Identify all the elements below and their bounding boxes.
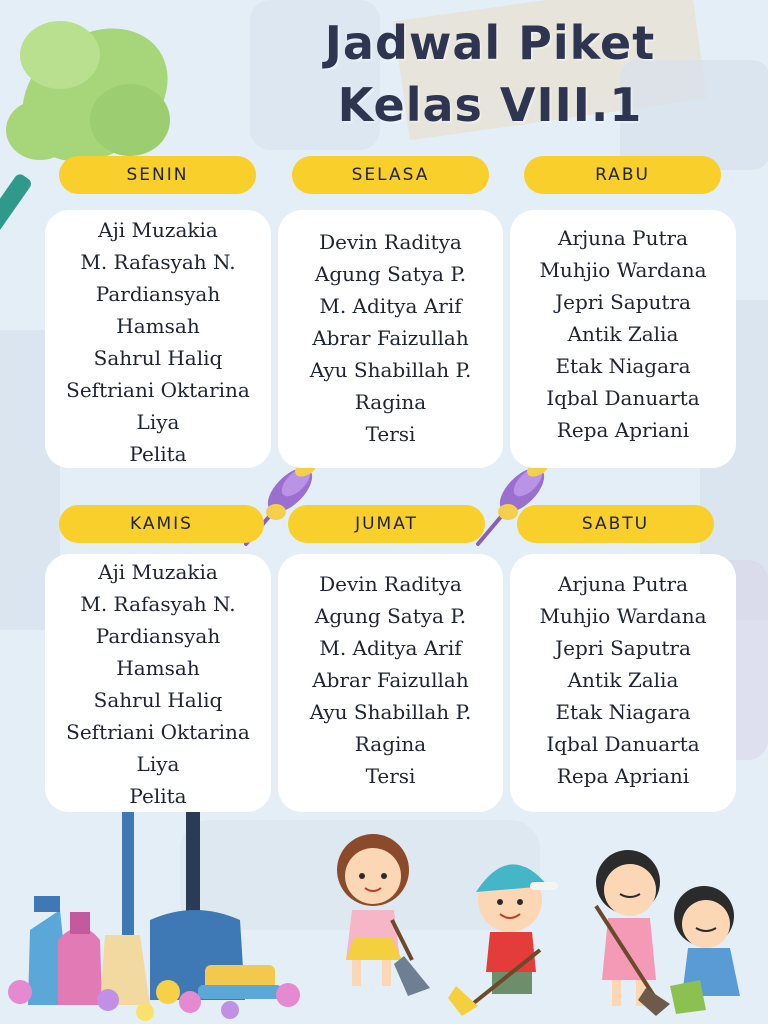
name-list xyxy=(45,556,271,812)
list-item: Etak Niagara xyxy=(555,354,691,378)
list-item: Pelita xyxy=(129,784,187,808)
list-item: Devin Raditya xyxy=(319,230,462,254)
list-item: Sahrul Haliq xyxy=(93,346,223,370)
name-list xyxy=(278,568,503,792)
girl-sweeping-icon xyxy=(337,834,430,996)
list-item: Pardiansyah xyxy=(95,624,221,648)
list-item: Ayu Shabillah P. xyxy=(309,358,472,382)
name-list xyxy=(510,222,736,446)
name-list xyxy=(45,214,271,470)
list-item: Jepri Saputra xyxy=(555,290,691,314)
list-item: Agung Satya P. xyxy=(314,604,467,628)
list-item: Abrar Faizullah xyxy=(312,326,469,350)
day-label-rabu: RABU xyxy=(524,156,721,194)
list-item: Pelita xyxy=(129,442,187,466)
list-item: Tersi xyxy=(365,422,416,446)
name-list xyxy=(510,568,736,792)
schedule-card-rabu xyxy=(510,210,736,468)
day-label-kamis: KAMIS xyxy=(59,505,264,543)
list-item: Seftriani Oktarina xyxy=(66,720,250,744)
list-item: Sahrul Haliq xyxy=(93,688,223,712)
list-item: Tersi xyxy=(365,764,416,788)
list-item: Ayu Shabillah P. xyxy=(309,700,472,724)
list-item: Aji Muzakia xyxy=(98,560,218,584)
boy-dustpan-icon xyxy=(670,886,740,1014)
title-line-1: Jadwal Piket xyxy=(324,16,656,70)
day-label-sabtu: SABTU xyxy=(517,505,714,543)
list-item: Antik Zalia xyxy=(567,322,679,346)
list-item: Iqbal Danuarta xyxy=(546,732,700,756)
title-line-2: Kelas VIII.1 xyxy=(337,78,643,132)
page-title xyxy=(230,12,750,136)
kids-cleaning-illustration xyxy=(0,810,768,1024)
schedule-card-jumat xyxy=(278,554,503,812)
list-item: Liya xyxy=(136,752,180,776)
list-item: Muhjio Wardana xyxy=(539,604,707,628)
list-item: Devin Raditya xyxy=(319,572,462,596)
list-item: Antik Zalia xyxy=(567,668,679,692)
list-item: Iqbal Danuarta xyxy=(546,386,700,410)
list-item: Ragina xyxy=(354,732,427,756)
list-item: Pardiansyah xyxy=(95,282,221,306)
name-list xyxy=(278,226,503,450)
schedule-card-selasa xyxy=(278,210,503,468)
list-item: Agung Satya P. xyxy=(314,262,467,286)
list-item: Jepri Saputra xyxy=(555,636,691,660)
schedule-card-senin xyxy=(45,210,271,468)
day-label-jumat: JUMAT xyxy=(288,505,485,543)
list-item: Repa Apriani xyxy=(556,418,690,442)
girl-broom-icon xyxy=(596,850,670,1016)
list-item: Seftriani Oktarina xyxy=(66,378,250,402)
list-item: Hamsah xyxy=(116,314,200,338)
list-item: Arjuna Putra xyxy=(557,572,689,596)
schedule-card-kamis xyxy=(45,554,271,812)
list-item: M. Aditya Arif xyxy=(319,636,462,660)
list-item: Muhjio Wardana xyxy=(539,258,707,282)
list-item: M. Rafasyah N. xyxy=(80,250,236,274)
list-item: Liya xyxy=(136,410,180,434)
list-item: Repa Apriani xyxy=(556,764,690,788)
list-item: Hamsah xyxy=(116,656,200,680)
list-item: Ragina xyxy=(354,390,427,414)
list-item: Etak Niagara xyxy=(555,700,691,724)
list-item: Aji Muzakia xyxy=(98,218,218,242)
list-item: M. Rafasyah N. xyxy=(80,592,236,616)
list-item: Abrar Faizullah xyxy=(312,668,469,692)
schedule-card-sabtu xyxy=(510,554,736,812)
list-item: Arjuna Putra xyxy=(557,226,689,250)
list-item: M. Aditya Arif xyxy=(319,294,462,318)
day-label-senin: SENIN xyxy=(59,156,256,194)
boy-sweeping-icon xyxy=(448,864,558,1016)
day-label-selasa: SELASA xyxy=(292,156,489,194)
